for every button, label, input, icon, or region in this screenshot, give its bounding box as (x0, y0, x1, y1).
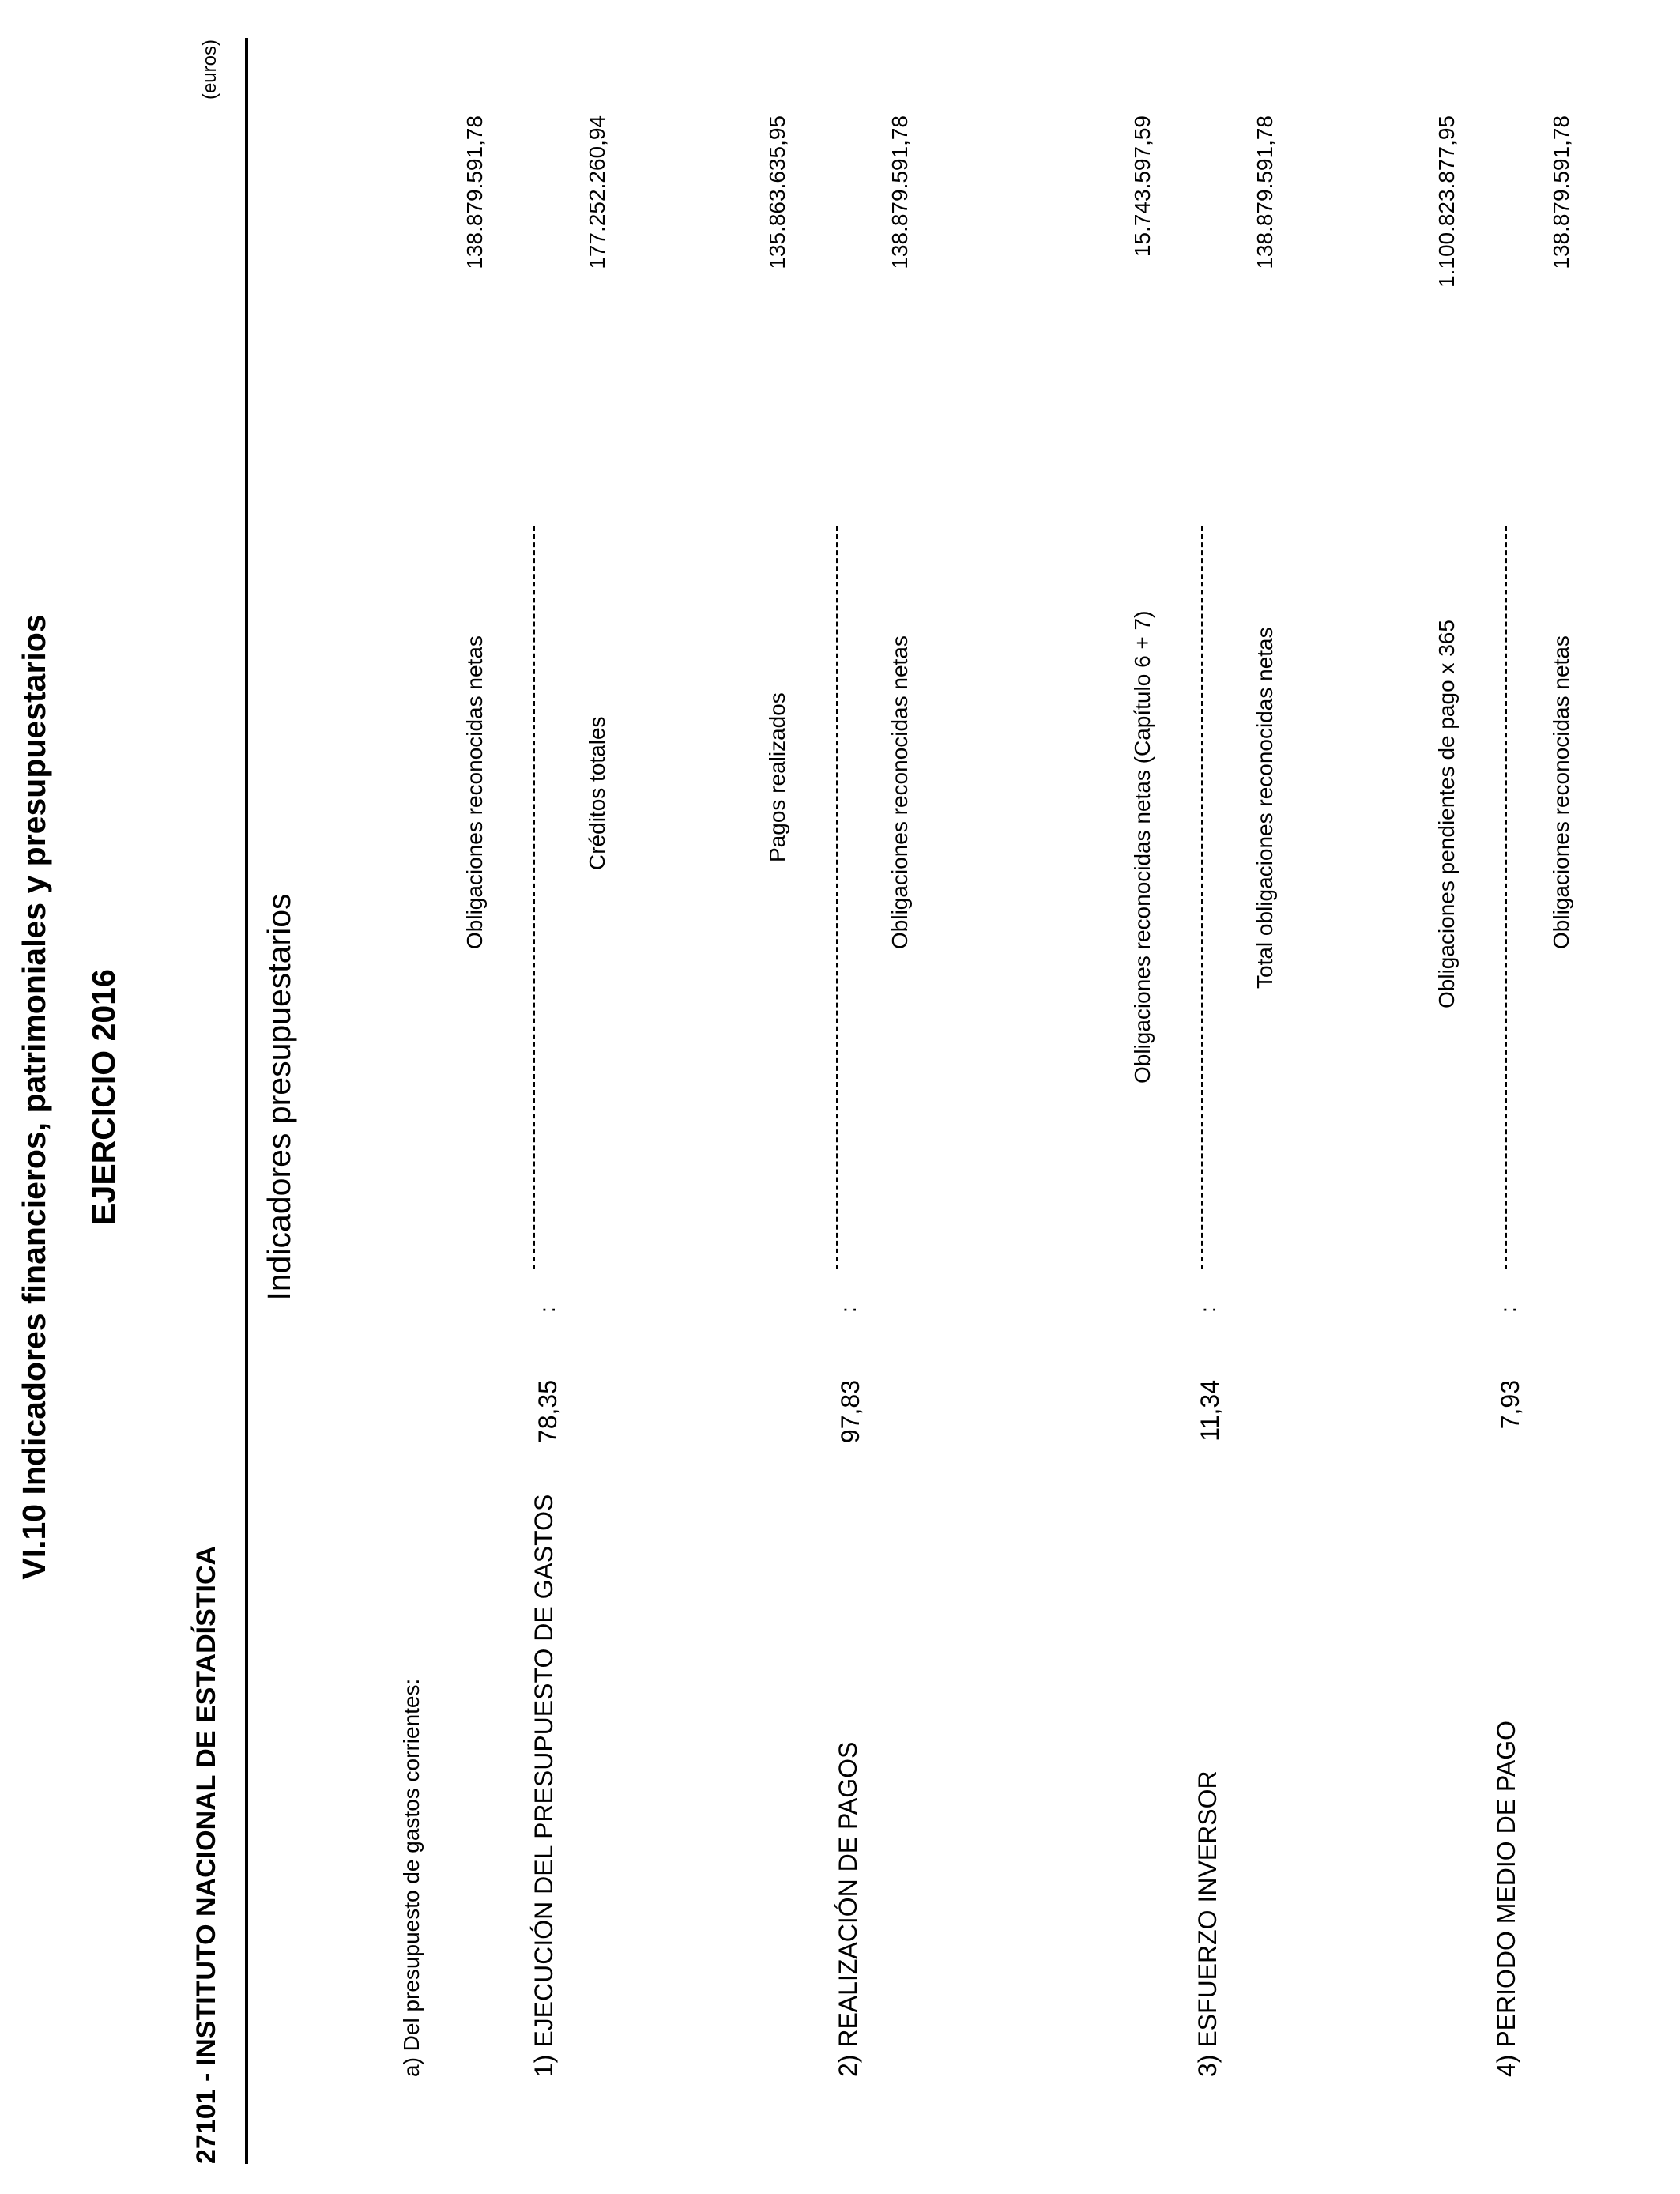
section-title: Indicadores presupuestarios (261, 893, 297, 1301)
numerator-value: 1.100.823.877,95 (1434, 115, 1459, 288)
denominator-value: 138.879.591,78 (1549, 115, 1573, 270)
entity-name: 27101 - INSTITUTO NACIONAL DE ESTADÍSTICA (191, 1545, 221, 2164)
indicator-colon: : (836, 1306, 861, 1313)
indicator-ratio: 78,35 (533, 1380, 562, 1444)
indicator-ratio: 11,34 (1196, 1380, 1224, 1442)
numerator-label: Obligaciones pendientes de pago x 365 (1434, 620, 1459, 1008)
numerator-label: Pagos realizados (765, 692, 789, 862)
fraction-line (1505, 526, 1507, 1269)
denominator-label: Créditos totales (585, 716, 609, 870)
denominator-label: Obligaciones reconocidas netas (887, 635, 912, 949)
fraction-line (1201, 526, 1203, 1269)
numerator-value: 138.879.591,78 (462, 115, 487, 270)
indicator-colon: : (535, 1306, 559, 1313)
denominator-value: 138.879.591,78 (1252, 115, 1277, 270)
indicator-label: 4) PERIODO MEDIO DE PAGO (1492, 1720, 1520, 2077)
indicator-label: 2) REALIZACIÓN DE PAGOS (834, 1741, 862, 2077)
report-title: VI.10 Indicadores financieros, patrimoniales y presupuestarios (16, 614, 52, 1580)
indicator-ratio: 7,93 (1496, 1380, 1524, 1430)
fraction-line (836, 526, 838, 1269)
denominator-label: Total obligaciones reconocidas netas (1252, 627, 1277, 989)
currency-unit: (euros) (199, 40, 220, 100)
intro-text: a) Del presupuesto de gastos corrientes: (399, 1678, 424, 2077)
header-rule (245, 38, 248, 2164)
denominator-label: Obligaciones reconocidas netas (1549, 635, 1573, 949)
denominator-value: 138.879.591,78 (887, 115, 912, 270)
indicator-colon: : (1196, 1306, 1220, 1313)
indicator-ratio: 97,83 (836, 1380, 864, 1444)
numerator-label: Obligaciones reconocidas netas (Capítulo 6 + 7) (1130, 610, 1155, 1084)
fiscal-year-title: EJERCICIO 2016 (85, 969, 122, 1225)
indicator-label: 3) ESFUERZO INVERSOR (1193, 1770, 1222, 2077)
indicator-colon: : (1496, 1306, 1520, 1313)
indicator-label: 1) EJECUCIÓN DEL PRESUPUESTO DE GASTOS (529, 1494, 558, 2077)
numerator-value: 15.743.597,59 (1130, 115, 1155, 258)
numerator-label: Obligaciones reconocidas netas (462, 635, 487, 949)
fraction-line (533, 526, 535, 1269)
numerator-value: 135.863.635,95 (765, 115, 789, 270)
denominator-value: 177.252.260,94 (585, 115, 609, 270)
